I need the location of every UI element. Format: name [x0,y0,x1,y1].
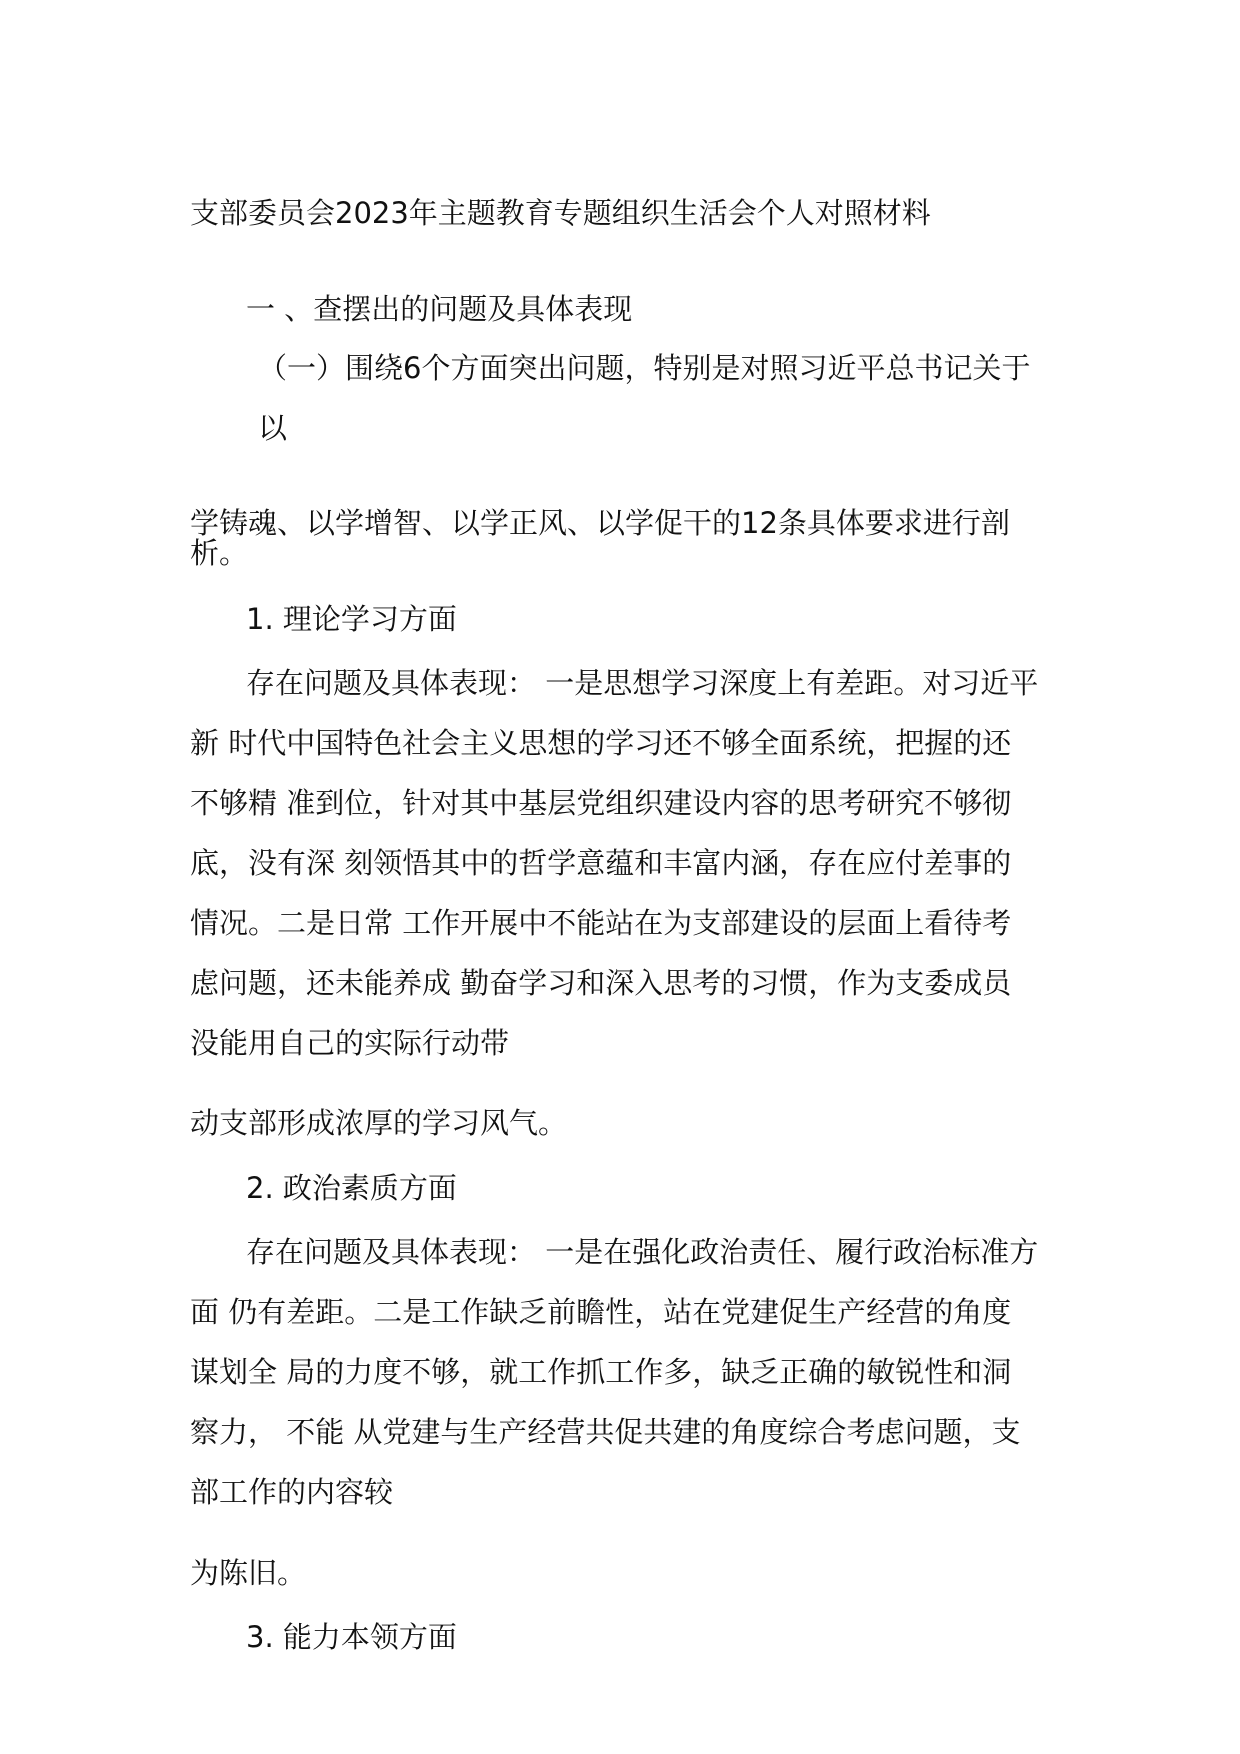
item-1-paragraph-line: 不够精 准到位，针对其中基层党组织建设内容的思考研究不够彻 [190,786,1012,820]
item-2-heading: 2. 政治素质方面 [246,1171,457,1205]
item-2-paragraph-line: 部工作的内容较 [190,1475,394,1509]
item-2-paragraph-line: 面 仍有差距。二是工作缺乏前瞻性，站在党建促生产经营的角度 [190,1295,1012,1329]
item-1-paragraph-line: 情况。二是日常 工作开展中不能站在为支部建设的层面上看待考 [190,906,1012,940]
item-1-paragraph-line: 新 时代中国特色社会主义思想的学习还不够全面系统，把握的还 [190,726,1012,760]
item-1-paragraph-line: 底，没有深 刻领悟其中的哲学意蕴和丰富内涵，存在应付差事的 [190,846,1012,880]
item-3-heading: 3. 能力本领方面 [246,1620,457,1654]
section-heading-1: 一 、查摆出的问题及具体表现 [246,292,633,326]
item-2-paragraph-line: 存在问题及具体表现： 一是在强化政治责任、履行政治标准方 [246,1235,1039,1269]
item-1-paragraph-line: 存在问题及具体表现： 一是思想学习深度上有差距。对习近平 [246,666,1039,700]
document-title: 支部委员会2023年主题教育专题组织生活会个人对照材料 [190,196,931,230]
item-1-paragraph-line: 动支部形成浓厚的学习风气。 [190,1106,568,1140]
item-2-paragraph-line: 谋划全 局的力度不够，就工作抓工作多，缺乏正确的敏锐性和洞 [190,1355,1012,1389]
item-1-paragraph-line: 虑问题，还未能养成 勤奋学习和深入思考的习惯，作为支委成员 [190,966,1012,1000]
item-2-paragraph-line: 察力， 不能 从党建与生产经营共促共建的角度综合考虑问题，支 [190,1415,1021,1449]
subsection-1-line-4: 析。 [190,536,249,570]
item-1-heading: 1. 理论学习方面 [246,602,457,636]
item-1-paragraph-line: 没能用自己的实际行动带 [190,1026,510,1060]
item-2-paragraph-line: 为陈旧。 [190,1556,307,1590]
subsection-1-line-1: （一）围绕6个方面突出问题，特别是对照习近平总书记关于 [258,351,1031,385]
subsection-1-line-3: 学铸魂、以学增智、以学正风、以学促干的12条具体要求进行剖 [190,506,1010,540]
subsection-1-line-2: 以 [258,411,288,445]
